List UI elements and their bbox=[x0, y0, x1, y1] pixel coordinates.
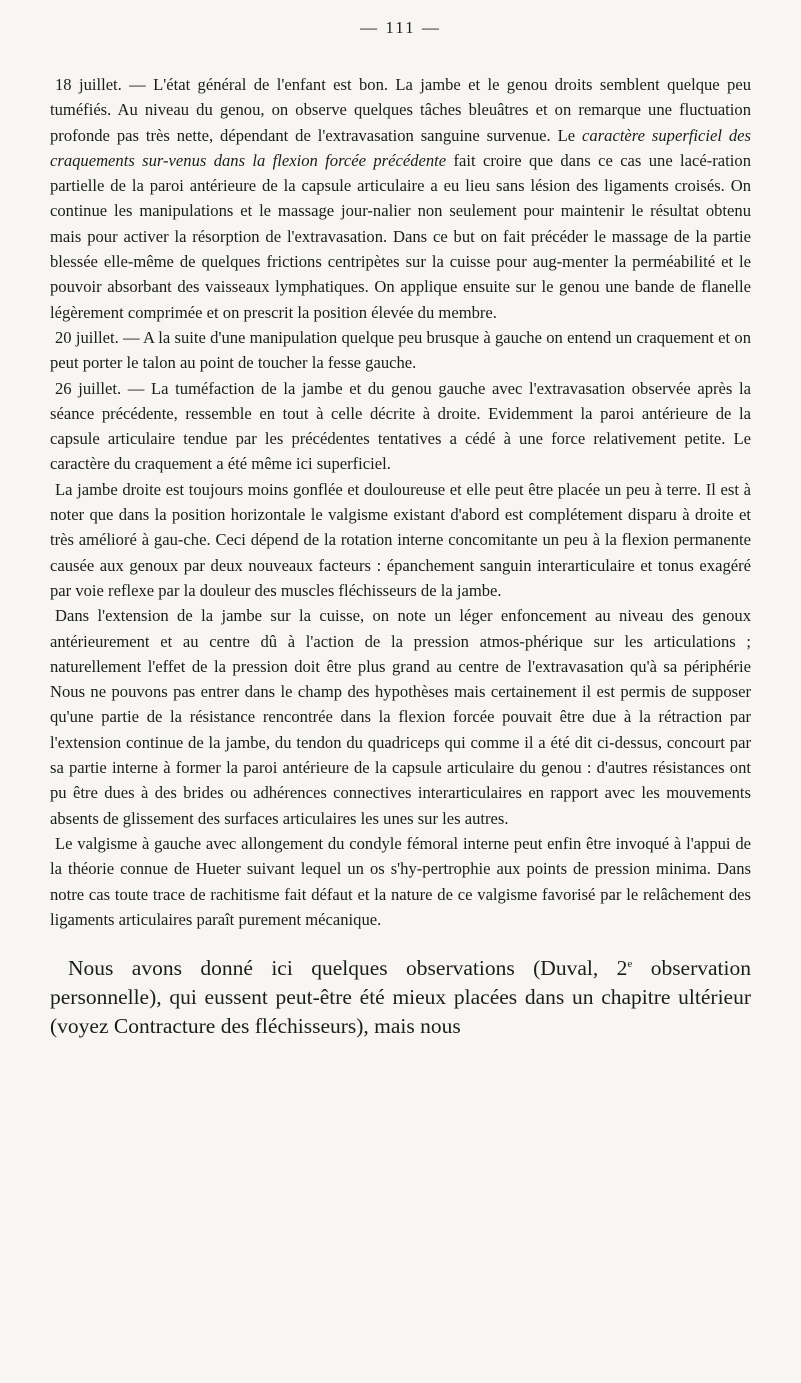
paragraph-text: fait croire que dans ce cas une lacé-ration partielle de la paroi antérieure de la capsule articulaire a eu lieu sans lésion des ligaments croisés. On continue les manipulations et le massage jour-nalier non seulement pour maintenir le résultat obtenu mais pour activer la résorption de l'extravasation. Dans ce but on fait précéder le massage de la partie blessée elle-même de quelques frictions centripètes sur la cuisse pour aug-menter la perméabilité et le pouvoir absorbant des vaisseaux lymphatiques. On applique ensuite sur le genou une bande de flanelle légèrement comprimée et on prescrit la position élevée du membre. bbox=[50, 150, 751, 322]
page-number: — 111 — bbox=[360, 18, 441, 37]
paragraph-jambe-droite: La jambe droite est toujours moins gonflée et douloureuse et elle peut être placée un peu à terre. Il est à noter que dans la position horizontale le valgisme existant d'abord est complétement disparu à droite et très amélioré à gau-che. Ceci dépend de la rotation interne concomitante un peu à la flexion permanente causée aux genoux par deux nouveaux facteurs : épanchement sanguin interarticulaire et tonus exagéré par voie reflexe par la douleur des muscles fléchisseurs de la jambe. bbox=[50, 479, 751, 600]
main-text bbox=[50, 72, 751, 932]
closing-text bbox=[50, 954, 751, 1041]
closing-text-start: Nous avons donné ici quelques observations (Duval, 2 bbox=[68, 956, 628, 981]
paragraph-text: 18 juillet. — L'état général de l'enfant est bon. La jambe et le genou droits semblent quelque peu tuméfiés. Au niveau du genou, on observe quelques tâches bleuâtres et on remarque une fluctuation profonde pas très nette, dépendant de l'extravasation sanguine survenue. Le bbox=[50, 75, 751, 145]
closing-text-end: observation personnelle), qui eussent peut-être été mieux placées dans un chapitre ultérieur (voyez Contracture des fléchisseurs), mais nous bbox=[50, 956, 752, 1039]
paragraph-extension: Dans l'extension de la jambe sur la cuisse, on note un léger enfoncement au niveau des genoux antérieurement et au centre dû à l'action de la pression atmos-phérique sur les articulations ; naturellement l'effet de la pression doit être plus grand au centre de l'extravasation qu'à sa périphérie Nous ne pouvons pas entrer dans le champ des hypothèses mais certainement il est permis de supposer qu'une partie de la résistance rencontrée dans la flexion forcée pouvait être due à la rétraction par l'extension continue de la jambe, du tendon du quadriceps qui comme il a été dit ci-dessus, concourt par sa partie interne à former la paroi antérieure de la capsule articulaire du genou : d'autres résistances ont pu être dues à des brides ou adhérences connectives interarticulaires en rapport avec les mouvements absents de glissement des surfaces articulaires les unes sur les autres. bbox=[50, 606, 751, 828]
paragraph-18-juillet bbox=[50, 72, 751, 325]
paragraph-26-juillet: 26 juillet. — La tuméfaction de la jambe et du genou gauche avec l'extravasation observée après la séance précédente, ressemble en tout à celle décrite à droite. Evidemment la paroi antérieure de la capsule articulaire tendue par les précédentes tentatives a cédé à une force relativement petite. Le caractère du craquement a été même ici superficiel. bbox=[50, 378, 751, 474]
paragraph-valgisme: Le valgisme à gauche avec allongement du condyle fémoral interne peut enfin être invoqué à l'appui de la théorie connue de Hueter suivant lequel un os s'hy-pertrophie aux points de pression minima. Dans notre cas toute trace de rachitisme fait défaut et la nature de ce valgisme favorisé par le relâchement des ligaments articulaires paraît purement mécanique. bbox=[50, 833, 751, 929]
italic-phrase: caractère superficiel des craquements sur-venus dans la flexion forcée précédente bbox=[50, 125, 751, 170]
superscript: e bbox=[627, 957, 633, 970]
paragraph-20-juillet: 20 juillet. — A la suite d'une manipulation quelque peu brusque à gauche on entend un craquement et on peut porter le talon au point de toucher la fesse gauche. bbox=[50, 327, 751, 373]
closing-paragraph bbox=[50, 954, 751, 1041]
